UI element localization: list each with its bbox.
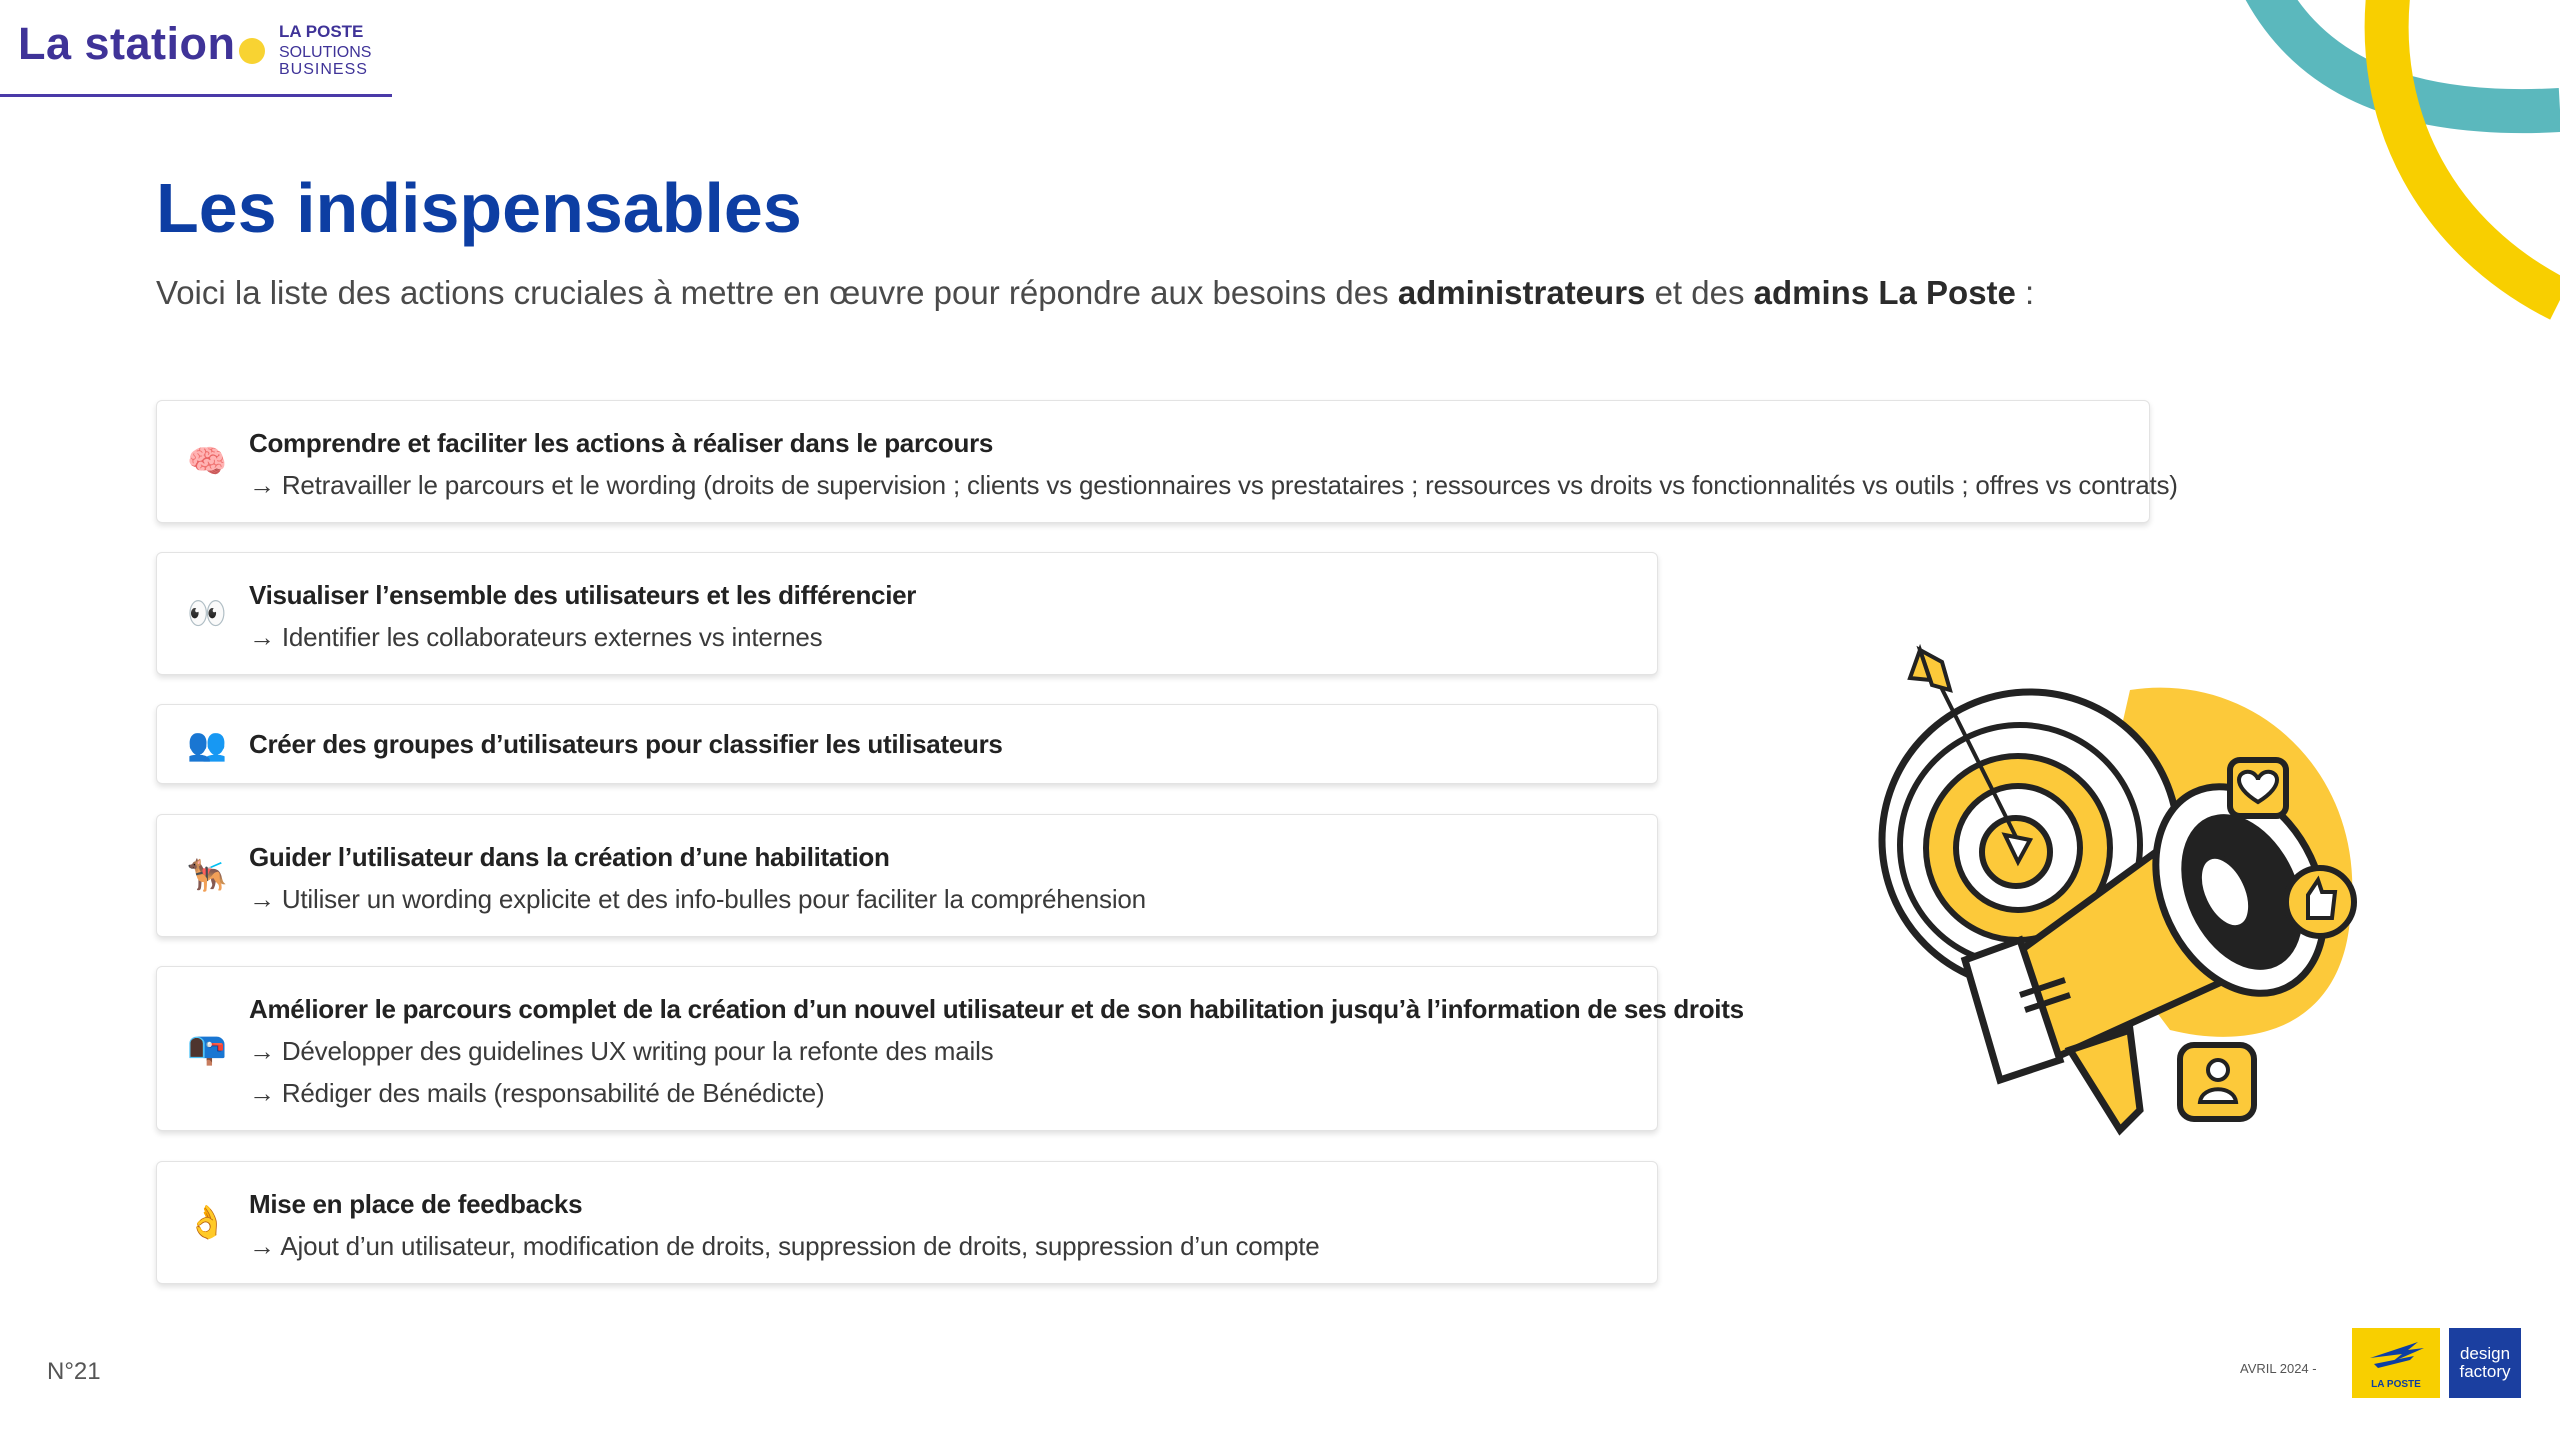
card-title: Mise en place de feedbacks <box>249 1189 583 1219</box>
intro-middle: et des <box>1645 274 1754 311</box>
card-title: Guider l’utilisateur dans la création d’une habilitation <box>249 842 890 872</box>
page-number: N°21 <box>47 1358 101 1385</box>
action-card <box>156 400 2178 523</box>
page-intro <box>156 274 2034 312</box>
design-factory-logo <box>2449 1328 2521 1398</box>
brand-sub-line1: LA POSTE <box>279 22 364 41</box>
design-factory-line1: design <box>2459 1344 2511 1363</box>
users-icon: 👥 <box>187 726 227 762</box>
brand-title: La station <box>18 18 236 69</box>
action-card <box>156 1161 1658 1284</box>
ok-hand-icon: 👌 <box>187 1204 227 1240</box>
megaphone-target-illustration <box>1870 630 2370 1170</box>
brand-subtitle <box>279 23 389 78</box>
card-title: Créer des groupes d’utilisateurs pour classifier les utilisateurs <box>249 729 1003 759</box>
la-poste-logo <box>2352 1328 2440 1398</box>
action-card <box>156 966 1744 1131</box>
design-factory-line2: factory <box>2459 1362 2511 1381</box>
action-card <box>156 704 1658 784</box>
la-poste-logo-label: LA POSTE <box>2371 1379 2421 1390</box>
intro-prefix: Voici la liste des actions cruciales à mettre en œuvre pour répondre aux besoins des <box>156 274 1398 311</box>
action-card <box>156 552 1658 675</box>
card-title: Comprendre et faciliter les actions à réaliser dans le parcours <box>249 428 994 458</box>
brand-header <box>0 0 392 97</box>
corner-decoration <box>2220 0 2560 340</box>
eyes-icon: 👀 <box>187 595 227 631</box>
card-line: → Rédiger des mails (responsabilité de Bénédicte) <box>249 1078 825 1108</box>
brand-sub-line2: SOLUTIONS <box>279 44 372 61</box>
footer-date: AVRIL 2024 - <box>2240 1361 2317 1376</box>
intro-bold-admins: administrateurs <box>1397 274 1646 311</box>
brain-icon: 🧠 <box>187 443 227 479</box>
card-line: → Développer des guidelines UX writing pour la refonte des mails <box>249 1036 994 1066</box>
card-title: Visualiser l’ensemble des utilisateurs et les différencier <box>249 580 917 610</box>
card-line: → Identifier les collaborateurs externes vs internes <box>249 622 823 652</box>
card-title: Améliorer le parcours complet de la création d’un nouvel utilisateur et de son habilitation jusqu’à l’information de ses droits <box>249 994 1744 1024</box>
page-title: Les indispensables <box>156 169 802 247</box>
la-poste-bird-icon <box>2352 1328 2440 1378</box>
card-line: → Utiliser un wording explicite et des info-bulles pour faciliter la compréhension <box>249 884 1146 914</box>
guide-dog-icon: 🐕‍🦺 <box>187 857 227 893</box>
card-line: → Retravailler le parcours et le wording (droits de supervision ; clients vs gestionnaires vs prestataires ; ressources vs droits vs fonctionnalités vs outils ; offres vs contrats) <box>249 470 2178 500</box>
brand-dot-icon <box>239 38 265 64</box>
card-line: → Ajout d’un utilisateur, modification de droits, suppression de droits, suppression d’un compte <box>249 1231 1320 1261</box>
mailbox-icon: 📭 <box>187 1030 227 1066</box>
intro-bold-admins-laposte: admins La Poste <box>1753 274 2016 311</box>
brand-sub-line3: BUSINESS <box>279 61 368 78</box>
intro-suffix: : <box>2015 274 2035 311</box>
action-card <box>156 814 1658 937</box>
